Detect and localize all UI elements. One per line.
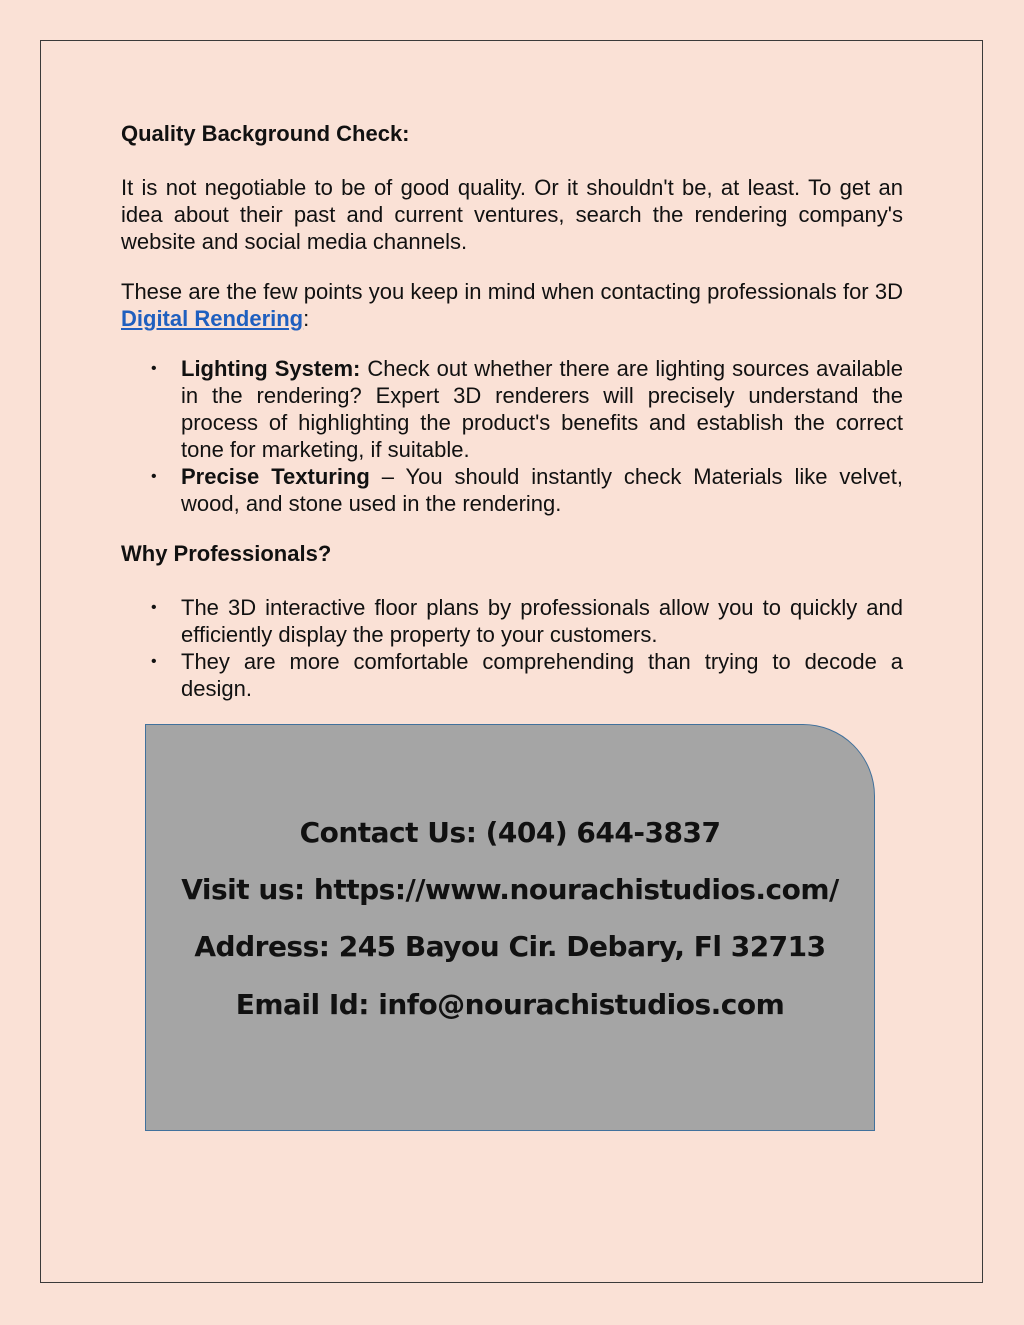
intro-paragraph (121, 278, 903, 332)
checklist (121, 355, 903, 517)
list-item-text: They are more comfortable comprehending than trying to decode a design. (181, 649, 903, 701)
list-item-text: The 3D interactive floor plans by professionals allow you to quickly and efficiently display the property to your customers. (181, 595, 903, 647)
list-item (121, 648, 903, 702)
document-body (121, 120, 903, 725)
list-item-text: – You should instantly check Materials like velvet, wood, and stone used in the rendering. (181, 464, 903, 516)
contact-website[interactable]: Visit us: https://www.nourachistudios.com/ (181, 873, 839, 906)
list-item-title: Lighting System: (181, 356, 361, 381)
contact-box (145, 724, 875, 1131)
list-item-title: Precise Texturing (181, 464, 370, 489)
bullet-icon: • (151, 360, 157, 377)
contact-address: Address: 245 Bayou Cir. Debary, Fl 32713 (194, 930, 826, 963)
section-heading-why: Why Professionals? (121, 541, 332, 566)
bullet-icon: • (151, 468, 157, 485)
list-item (121, 355, 903, 463)
list-item-text: Check out whether there are lighting sources available in the rendering? Expert 3D renderers will precisely understand the process of highlighting the product's benefits and establish the correct tone for marketing, if suitable. (181, 356, 903, 462)
bullet-icon: • (151, 653, 157, 670)
intro-suffix: : (303, 306, 310, 331)
quality-paragraph: It is not negotiable to be of good quality. Or it shouldn't be, at least. To get an idea about their past and current ventures, search the rendering company's website and social media channels. (121, 175, 903, 254)
why-list (121, 594, 903, 702)
digital-rendering-link[interactable]: Digital Rendering (121, 306, 304, 331)
contact-phone[interactable]: Contact Us: (404) 644-3837 (299, 816, 721, 849)
list-item (121, 463, 903, 517)
intro-prefix: These are the few points you keep in mind when contacting professionals for 3D (121, 279, 903, 304)
list-item (121, 594, 903, 648)
contact-email[interactable]: Email Id: info@nourachistudios.com (235, 988, 785, 1021)
bullet-icon: • (151, 599, 157, 616)
section-heading-quality: Quality Background Check: (121, 121, 410, 146)
